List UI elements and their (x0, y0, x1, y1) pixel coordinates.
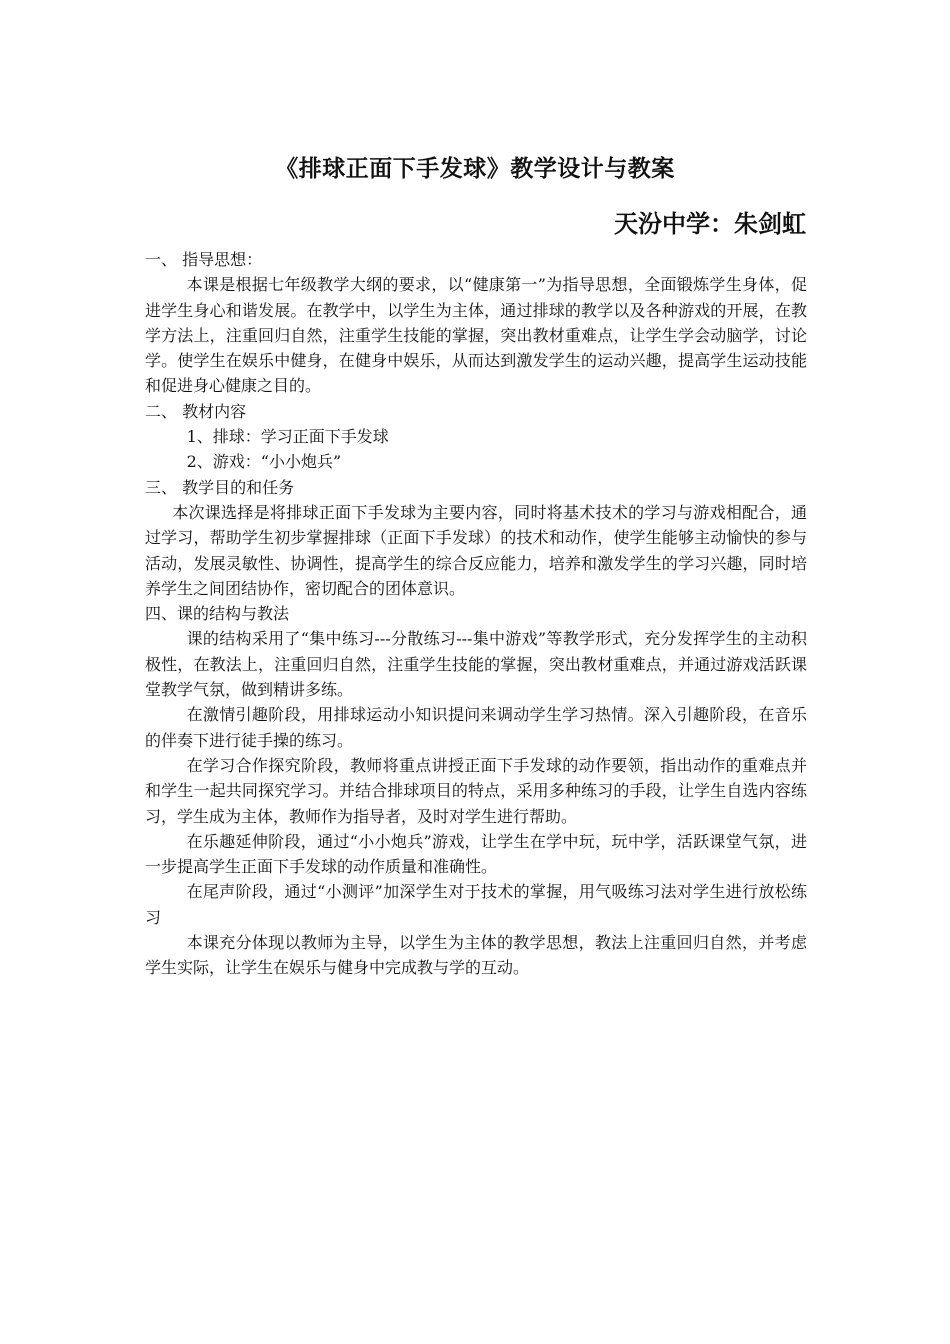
section-heading: 二、 教材内容 (145, 401, 247, 421)
paragraph: 在学习合作探究阶段，教师将重点讲授正面下手发球的动作要领，指出动作的重难点并和学生一起共同探究学习。并结合排球项目的特点，采用多种练习的手段，让学生自选内容练习，学生成为主体，教师作为指导者，及时对学生进行帮助。 (145, 755, 807, 826)
document-title: 《排球正面下手发球》教学设计与教案 (275, 156, 675, 182)
section-heading: 一、 指导思想： (145, 250, 263, 269)
paragraph: 在乐趣延伸阶段，通过“小小炮兵”游戏，让学生在学中玩，玩中学，活跃课堂气氛，进一步提高学生正面下手发球的动作质量和准确性。 (145, 831, 807, 877)
paragraph: 在尾声阶段，通过“小测评”加深学生对于技术的掌握，用气吸练习法对学生进行放松练习 (145, 882, 807, 927)
section-heading: 四、课的结构与教法 (145, 604, 290, 624)
paragraph: 本次课选择是将排球正面下手发球为主要内容，同时将基术技术的学习与游戏相配合，通过学习，帮助学生初步掌握排球（正面下手发球）的技术和动作，使学生能够主动愉快的参与活动，发展灵敏性、协调性，提高学生的综合反应能力，培养和激发学生的学习兴趣，同时培养学生之间团结协作，密切配合的团体意识。 (145, 502, 807, 598)
section-heading: 三、 教学目的和任务 (145, 477, 295, 497)
paragraph: 本课是根据七年级教学大纲的要求，以“健康第一”为指导思想，全面锻炼学生身体，促进学生身心和谐发展。在教学中，以学生为主体，通过排球的教学以及各种游戏的开展，在教学方法上，注重回归自然，注重学生技能的掌握，突出教材重难点，让学生学会动脑学，讨论学。使学生在娱乐中健身，在健身中娱乐，从而达到激发学生的运动兴趣，提高学生运动技能和促进身心健康之目的。 (145, 275, 807, 396)
paragraph: 在激情引趣阶段，用排球运动小知识提问来调动学生学习热情。深入引趣阶段，在音乐的伴奏下进行徒手操的练习。 (145, 705, 807, 750)
document-body (145, 247, 807, 981)
paragraph: 本课充分体现以教师为主导，以学生为主体的教学思想，教法上注重回归自然，并考虑学生实际，让学生在娱乐与健身中完成教与学的互动。 (145, 933, 807, 978)
list-item: 2、游戏：“小小炮兵” (186, 452, 342, 472)
paragraph: 课的结构采用了“集中练习---分散练习---集中游戏”等教学形式，充分发挥学生的主动积极性，在教法上，注重回归自然，注重学生技能的掌握，突出教材重难点，并通过游戏活跃课堂教学气氛，做到精讲多练。 (145, 629, 807, 700)
document-author: 天汾中学：朱剑虹 (614, 210, 806, 238)
list-item: 1、排球：学习正面下手发球 (186, 427, 389, 447)
